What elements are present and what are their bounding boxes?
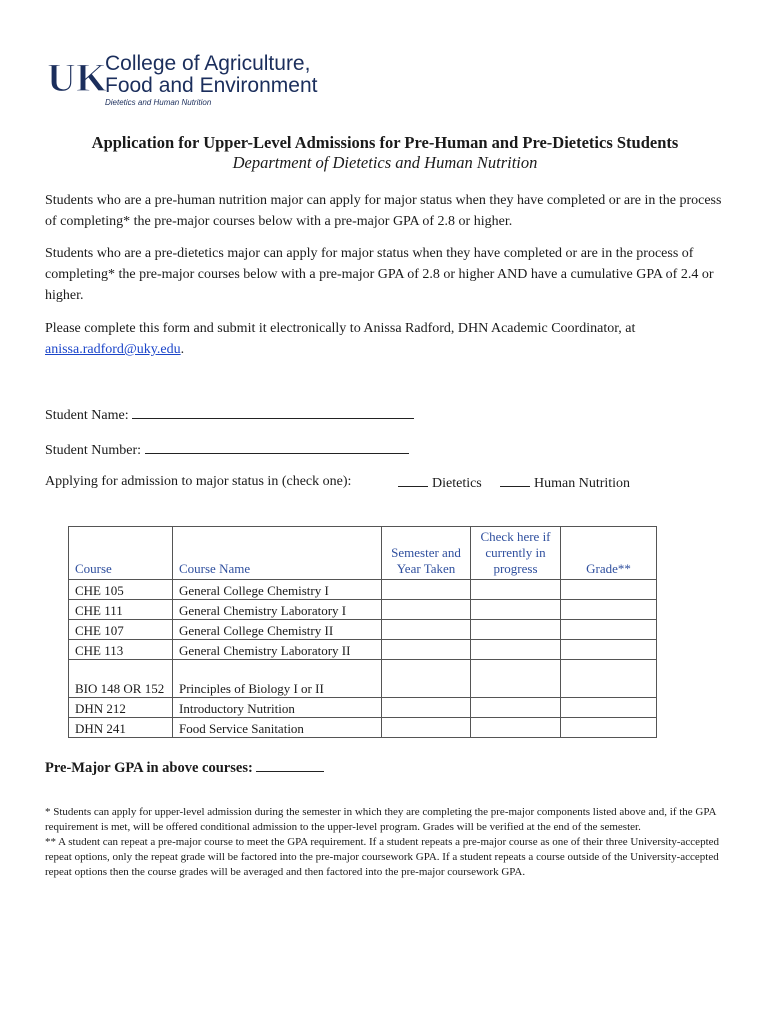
cell-course: DHN 241 xyxy=(69,718,173,738)
submit-instructions-end: . xyxy=(180,342,185,357)
cell-semester-input[interactable] xyxy=(382,600,471,620)
student-name-field[interactable] xyxy=(132,406,414,419)
table-row xyxy=(69,600,657,620)
header-semester-year: Semester and Year Taken xyxy=(382,527,471,580)
paragraph-submit-instructions xyxy=(45,318,735,360)
courses-table xyxy=(68,526,657,738)
cell-grade-input[interactable] xyxy=(561,620,657,640)
logo-line-2: Food and Environment xyxy=(105,74,318,97)
paragraph-human-nutrition: Students who are a pre-human nutrition major can apply for major status when they have completed or are in the process of completing* the pre-major courses below with a pre-major GPA of 2.8 or higher. xyxy=(45,193,722,229)
footnote-1: * Students can apply for upper-level admission during the semester in which they are completing the pre-major components listed above and, if the GPA requirement is met, will be offered conditional admission to the upper-level program. Grades will be verified at the end of the semester. xyxy=(45,806,716,833)
cell-grade-input[interactable] xyxy=(561,640,657,660)
option-human-nutrition-label: Human Nutrition xyxy=(534,476,631,491)
cell-course-name: Food Service Sanitation xyxy=(173,718,382,738)
logo-line-1: College of Agriculture, xyxy=(105,52,311,75)
table-row xyxy=(69,620,657,640)
cell-course-name: Introductory Nutrition xyxy=(173,698,382,718)
option-dietetics-label: Dietetics xyxy=(432,476,482,491)
uk-logo-icon xyxy=(47,54,107,100)
cell-grade-input[interactable] xyxy=(561,698,657,718)
cell-semester-input[interactable] xyxy=(382,640,471,660)
cell-in-progress-check[interactable] xyxy=(471,580,561,600)
cell-in-progress-check[interactable] xyxy=(471,640,561,660)
header-course-name: Course Name xyxy=(173,527,382,580)
email-link[interactable]: anissa.radford@uky.edu xyxy=(45,342,181,357)
cell-in-progress-check[interactable] xyxy=(471,698,561,718)
human-nutrition-checkbox-blank[interactable] xyxy=(500,474,530,487)
option-human-nutrition[interactable] xyxy=(500,474,630,492)
svg-text:UK: UK xyxy=(47,55,107,100)
table-row xyxy=(69,640,657,660)
cell-in-progress-check[interactable] xyxy=(471,660,561,698)
cell-grade-input[interactable] xyxy=(561,718,657,738)
cell-course: DHN 212 xyxy=(69,698,173,718)
option-dietetics[interactable] xyxy=(398,474,482,492)
header-grade: Grade** xyxy=(561,527,657,580)
student-number-label: Student Number: xyxy=(45,443,142,458)
premajor-gpa-label: Pre-Major GPA in above courses: xyxy=(45,760,253,776)
paragraph-dietetics: Students who are a pre-dietetics major can apply for major status when they have completed or are in the process of completing* the pre-major courses below with a pre-major GPA of 2.8 or higher AND have a cumulative GPA of 2.4 or higher. xyxy=(45,246,714,303)
logo-subtitle: Dietetics and Human Nutrition xyxy=(105,98,212,107)
cell-grade-input[interactable] xyxy=(561,580,657,600)
footnote-2: ** A student can repeat a pre-major course to meet the GPA requirement. If a student repeats a pre-major course as one of their three University-accepted repeat options, only the repeat grade will be factored into the pre-major coursework GPA. If a student repeats a course outside of the University-accepted repeat options then the course grades will be averaged and then factored into the pre-major coursework GPA. xyxy=(45,836,720,878)
cell-course: CHE 105 xyxy=(69,580,173,600)
table-row xyxy=(69,660,657,698)
cell-in-progress-check[interactable] xyxy=(471,600,561,620)
cell-course: CHE 107 xyxy=(69,620,173,640)
cell-course-name: Principles of Biology I or II xyxy=(173,660,382,698)
college-logo xyxy=(47,52,344,110)
cell-course: CHE 111 xyxy=(69,600,173,620)
cell-semester-input[interactable] xyxy=(382,580,471,600)
student-number-field[interactable] xyxy=(145,441,409,454)
cell-in-progress-check[interactable] xyxy=(471,718,561,738)
cell-semester-input[interactable] xyxy=(382,620,471,640)
table-row xyxy=(69,698,657,718)
submit-instructions-text: Please complete this form and submit it electronically to Anissa Radford, DHN Academic Coordinator, at xyxy=(45,321,636,336)
footnotes xyxy=(45,805,730,880)
cell-course: BIO 148 OR 152 xyxy=(69,660,173,698)
student-name-row xyxy=(45,406,414,424)
premajor-gpa-row xyxy=(45,759,324,777)
table-row xyxy=(69,580,657,600)
page-subtitle: Department of Dietetics and Human Nutrition xyxy=(232,153,538,172)
cell-course: CHE 113 xyxy=(69,640,173,660)
dietetics-checkbox-blank[interactable] xyxy=(398,474,428,487)
cell-semester-input[interactable] xyxy=(382,718,471,738)
page-title: Application for Upper-Level Admissions for Pre-Human and Pre-Dietetics Students xyxy=(91,133,679,152)
apply-label: Applying for admission to major status in (check one): xyxy=(45,474,352,489)
student-number-row xyxy=(45,441,409,459)
cell-grade-input[interactable] xyxy=(561,660,657,698)
student-name-label: Student Name: xyxy=(45,408,129,423)
table-row xyxy=(69,718,657,738)
cell-course-name: General Chemistry Laboratory I xyxy=(173,600,382,620)
premajor-gpa-field[interactable] xyxy=(256,759,324,772)
header-in-progress: Check here if currently in progress xyxy=(471,527,561,580)
cell-course-name: General Chemistry Laboratory II xyxy=(173,640,382,660)
table-header-row xyxy=(69,527,657,580)
header-course: Course xyxy=(69,527,173,580)
cell-grade-input[interactable] xyxy=(561,600,657,620)
cell-semester-input[interactable] xyxy=(382,660,471,698)
cell-semester-input[interactable] xyxy=(382,698,471,718)
cell-in-progress-check[interactable] xyxy=(471,620,561,640)
cell-course-name: General College Chemistry I xyxy=(173,580,382,600)
cell-course-name: General College Chemistry II xyxy=(173,620,382,640)
